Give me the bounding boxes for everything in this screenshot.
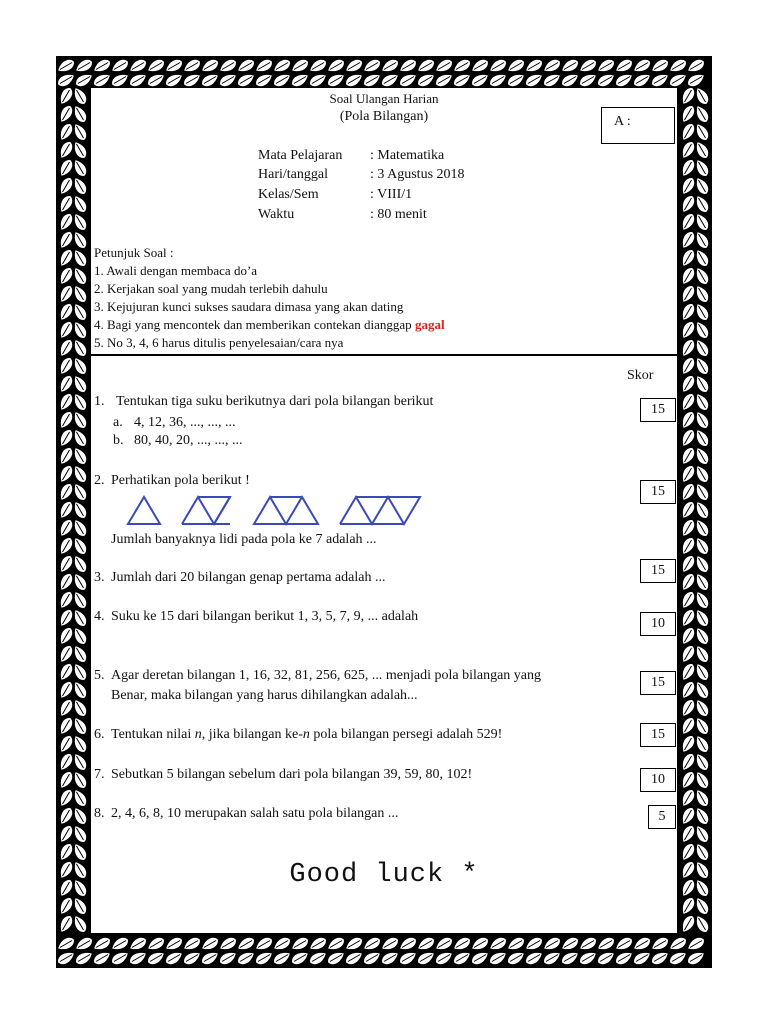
good-luck-footer: Good luck * xyxy=(289,860,479,890)
question-text-part: , jika bilangan ke- xyxy=(201,727,303,742)
score-box[interactable]: 15 xyxy=(640,398,676,422)
info-label-subject: Mata Pelajaran xyxy=(258,148,343,163)
question-text-line2: Benar, maka bilangan yang harus dihilangkan adalah... xyxy=(111,688,418,703)
score-column-header: Skor xyxy=(627,368,654,383)
question-text: Sebutkan 5 bilangan sebelum dari pola bilangan 39, 59, 80, 102! xyxy=(111,767,473,782)
triangle-pattern-figure xyxy=(124,494,424,526)
question-number: 8. xyxy=(94,806,105,821)
exam-title: Soal Ulangan Harian xyxy=(329,91,439,106)
instruction-item: 2. Kerjakan soal yang mudah terlebih dahulu xyxy=(94,281,328,296)
info-value-date: : 3 Agustus 2018 xyxy=(370,167,465,182)
variable-n: n xyxy=(302,727,310,742)
exam-subtitle: (Pola Bilangan) xyxy=(339,109,429,124)
instruction-item: 1. Awali dengan membaca do’a xyxy=(94,263,258,278)
question-text-part: pola bilangan persegi adalah 529! xyxy=(309,727,503,742)
question-text: Agar deretan bilangan 1, 16, 32, 81, 256, 625, ... menjadi pola bilangan yang xyxy=(111,668,542,683)
instruction-text: 4. Bagi yang mencontek dan memberikan contekan dianggap xyxy=(94,317,415,332)
question-number: 3. xyxy=(94,570,105,585)
info-value-subject: : Matematika xyxy=(370,148,445,163)
info-value-time: : 80 menit xyxy=(370,207,427,222)
question-text: 2, 4, 6, 8, 10 merupakan salah satu pola bilangan ... xyxy=(111,806,399,821)
total-score-label: A : xyxy=(614,114,631,129)
question-text: Perhatikan pola berikut ! xyxy=(111,473,250,488)
question-number: 7. xyxy=(94,767,105,782)
question-number: 2. xyxy=(94,473,105,488)
instructions-heading: Petunjuk Soal : xyxy=(94,245,174,260)
score-box[interactable]: 5 xyxy=(648,805,676,829)
variable-n: n xyxy=(194,727,202,742)
info-value-class: : VIII/1 xyxy=(370,187,413,202)
score-box[interactable]: 15 xyxy=(640,671,676,695)
question-text: Suku ke 15 dari bilangan berikut 1, 3, 5, 7, 9, ... adalah xyxy=(111,609,419,624)
fail-highlight: gagal xyxy=(414,317,445,332)
score-box[interactable]: 10 xyxy=(640,612,676,636)
question-number: 4. xyxy=(94,609,105,624)
sub-text: 80, 40, 20, ..., ..., ... xyxy=(134,433,243,448)
instruction-item: 5. No 3, 4, 6 harus ditulis penyelesaian/cara nya xyxy=(94,335,344,350)
question-extra-text: Jumlah banyaknya lidi pada pola ke 7 adalah ... xyxy=(111,532,377,547)
question-text: Tentukan tiga suku berikutnya dari pola bilangan berikut xyxy=(116,394,434,409)
score-box[interactable]: 15 xyxy=(640,480,676,504)
instruction-item: 3. Kejujuran kunci sukses saudara dimasa yang akan dating xyxy=(94,299,404,314)
question-number: 5. xyxy=(94,668,105,683)
question-number: 1. xyxy=(94,394,105,409)
info-label-class: Kelas/Sem xyxy=(258,187,319,202)
score-box[interactable]: 15 xyxy=(640,723,676,747)
question-text-part: Tentukan nilai xyxy=(111,727,195,742)
sub-label: a. xyxy=(113,415,123,430)
section-divider xyxy=(91,354,677,356)
question-text: Jumlah dari 20 bilangan genap pertama adalah ... xyxy=(111,570,386,585)
info-label-time: Waktu xyxy=(258,207,295,222)
sub-text: 4, 12, 36, ..., ..., ... xyxy=(134,415,236,430)
question-number: 6. xyxy=(94,727,105,742)
instruction-item xyxy=(94,317,445,333)
info-label-date: Hari/tanggal xyxy=(258,167,328,182)
score-box[interactable]: 15 xyxy=(640,559,676,583)
sub-label: b. xyxy=(113,433,124,448)
total-score-box[interactable] xyxy=(601,107,675,144)
score-box[interactable]: 10 xyxy=(640,768,676,792)
question-text xyxy=(111,727,502,743)
